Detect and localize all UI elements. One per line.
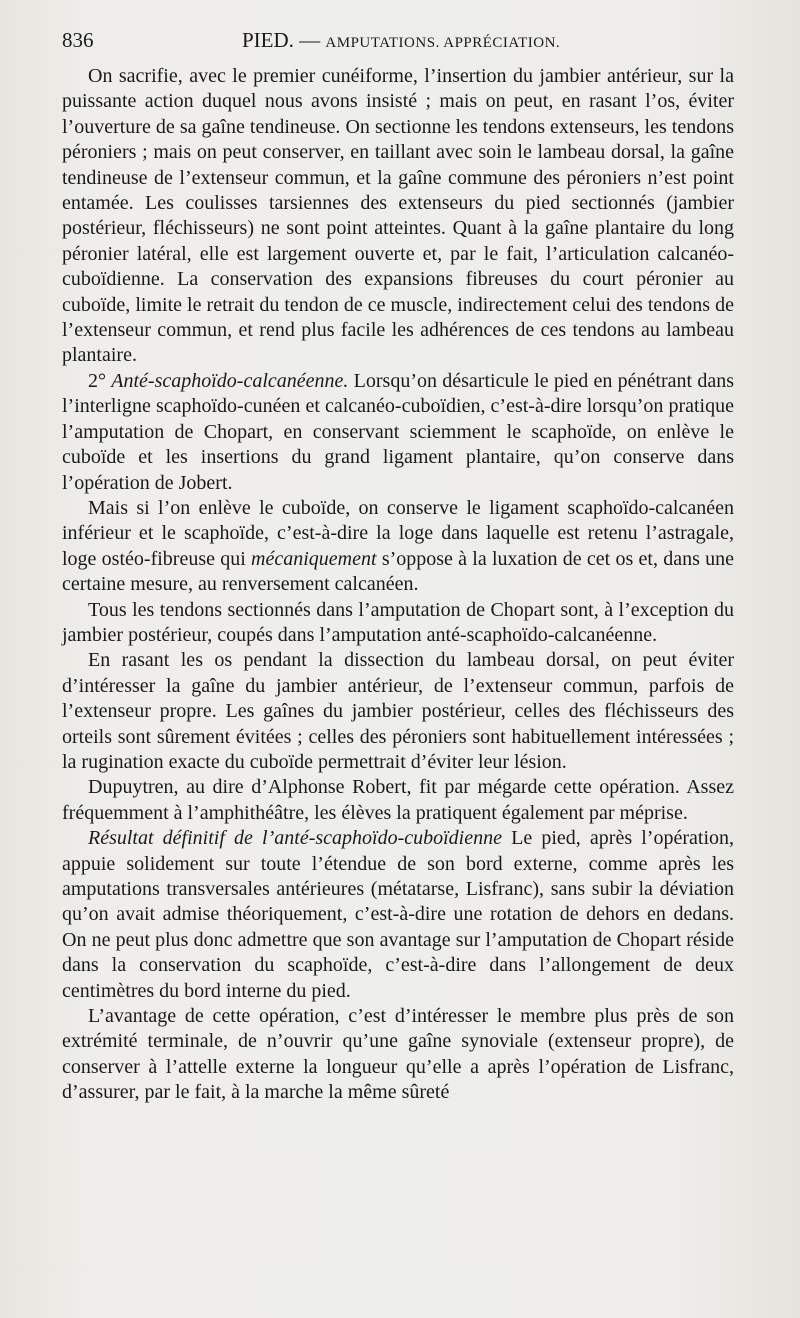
body-text (62, 64, 734, 1106)
result-heading: Résultat définitif de l’anté-scaphoïdo-cuboïdienne (88, 827, 502, 850)
running-head-subtitle: AMPUTATIONS. APPRÉCIATION. (325, 35, 561, 51)
section-number: 2° (88, 369, 106, 392)
section-heading: Anté-scaphoïdo-calcanéenne. (111, 369, 349, 392)
running-head-separator: — (299, 28, 321, 52)
paragraph-4: Tous les tendons sectionnés dans l’amputation de Chopart sont, à l’exception du jambier postérieur, coupés dans l’amputation anté-scaphoïdo-calcanéenne. (62, 598, 734, 646)
page-header (62, 28, 738, 58)
paragraph-6: Dupuytren, au dire d’Alphonse Robert, fit par mégarde cette opération. Assez fréquemment à l’amphithéâtre, les élèves la pratiquent également par méprise. (62, 776, 734, 824)
paragraph-5: En rasant les os pendant la dissection du lambeau dorsal, on peut éviter d’intéresser la gaîne du jambier antérieur, de l’extenseur commun, parfois de l’extenseur propre. Les gaînes du jambier postérieur, celles des fléchisseurs des orteils sont sûrement évitées ; celles des péroniers sont habituellement intéressées ; la rugination exacte du cuboïde permettrait d’éviter leur lésion. (62, 649, 734, 773)
paragraph-3-text-b: s’oppose à la luxation de cet os et, dans une certaine mesure, au renversement calcanéen. (62, 547, 735, 596)
paragraph-8: L’avantage de cette opération, c’est d’intéresser le membre plus près de son extrémité terminale, de n’ouvrir qu’une gaîne synoviale (extenseur propre), de conserver à l’attelle externe la longueur qu’elle a après l’opération de Lisfranc, d’assurer, par le fait, à la marche la même sûreté (62, 1005, 734, 1104)
paragraph-3-emphasis: mécaniquement (251, 547, 377, 570)
paragraph-7 (62, 826, 734, 1004)
paragraph-2-text: Lorsqu’on désarticule le pied en pénétrant dans l’interligne scaphoïdo-cunéen et calcanéo-cuboïdien, c’est-à-dire lorsqu’on pratique l’amputation de Chopart, en conservant sciemment le scaphoïde, on enlève le cuboïde et les insertions du grand ligament plantaire, qu’on conserve dans l’opération de Jobert. (62, 369, 735, 494)
page-number: 836 (62, 28, 94, 52)
paragraph-2 (62, 369, 734, 496)
paragraph-3 (62, 496, 734, 598)
running-head (242, 28, 560, 53)
paragraph-7-text: Le pied, après l’opération, appuie solidement sur toute l’étendue de son bord externe, comme après les amputations transversales antérieures (métatarse, Lisfranc), sans subir la déviation qu’on avait admise théoriquement, c’est-à-dire une rotation de dehors en dedans. On ne peut plus donc admettre que son avantage sur l’amputation de Chopart réside dans la conservation du scaphoïde, c’est-à-dire dans l’allongement de deux centimètres du bord interne du pied. (62, 827, 734, 1002)
running-head-title: PIED. (242, 28, 294, 52)
paragraph-1: On sacrifie, avec le premier cunéiforme, l’insertion du jambier antérieur, sur la puissante action duquel nous avons insisté ; mais on peut, en rasant l’os, éviter l’ouverture de sa gaîne tendineuse. On sectionne les tendons extenseurs, les tendons péroniers ; mais on peut conserver, en taillant avec soin le lambeau dorsal, la gaîne tendineuse de l’extenseur commun, et la gaîne commune des péroniers n’est point entamée. Les coulisses tarsiennes des extenseurs du pied sectionnés (jambier postérieur, fléchisseurs) ne sont point atteintes. Quant à la gaîne plantaire du long péronier latéral, elle est largement ouverte et, par le fait, l’articulation calcanéo-cuboïdienne. La conservation des expansions fibreuses du court péronier au cuboïde, limite le retrait du tendon de ce muscle, indirectement celui des tendons de l’extenseur commun, et rend plus facile les adhérences de ces tendons au lambeau plantaire. (62, 65, 734, 367)
paragraph-3-text-a: Mais si l’on enlève le cuboïde, on conserve le ligament scaphoïdo-calcanéen inférieur et le scaphoïde, c’est-à-dire la loge dans laquelle est retenu l’astragale, loge ostéo-fibreuse qui (62, 496, 734, 570)
